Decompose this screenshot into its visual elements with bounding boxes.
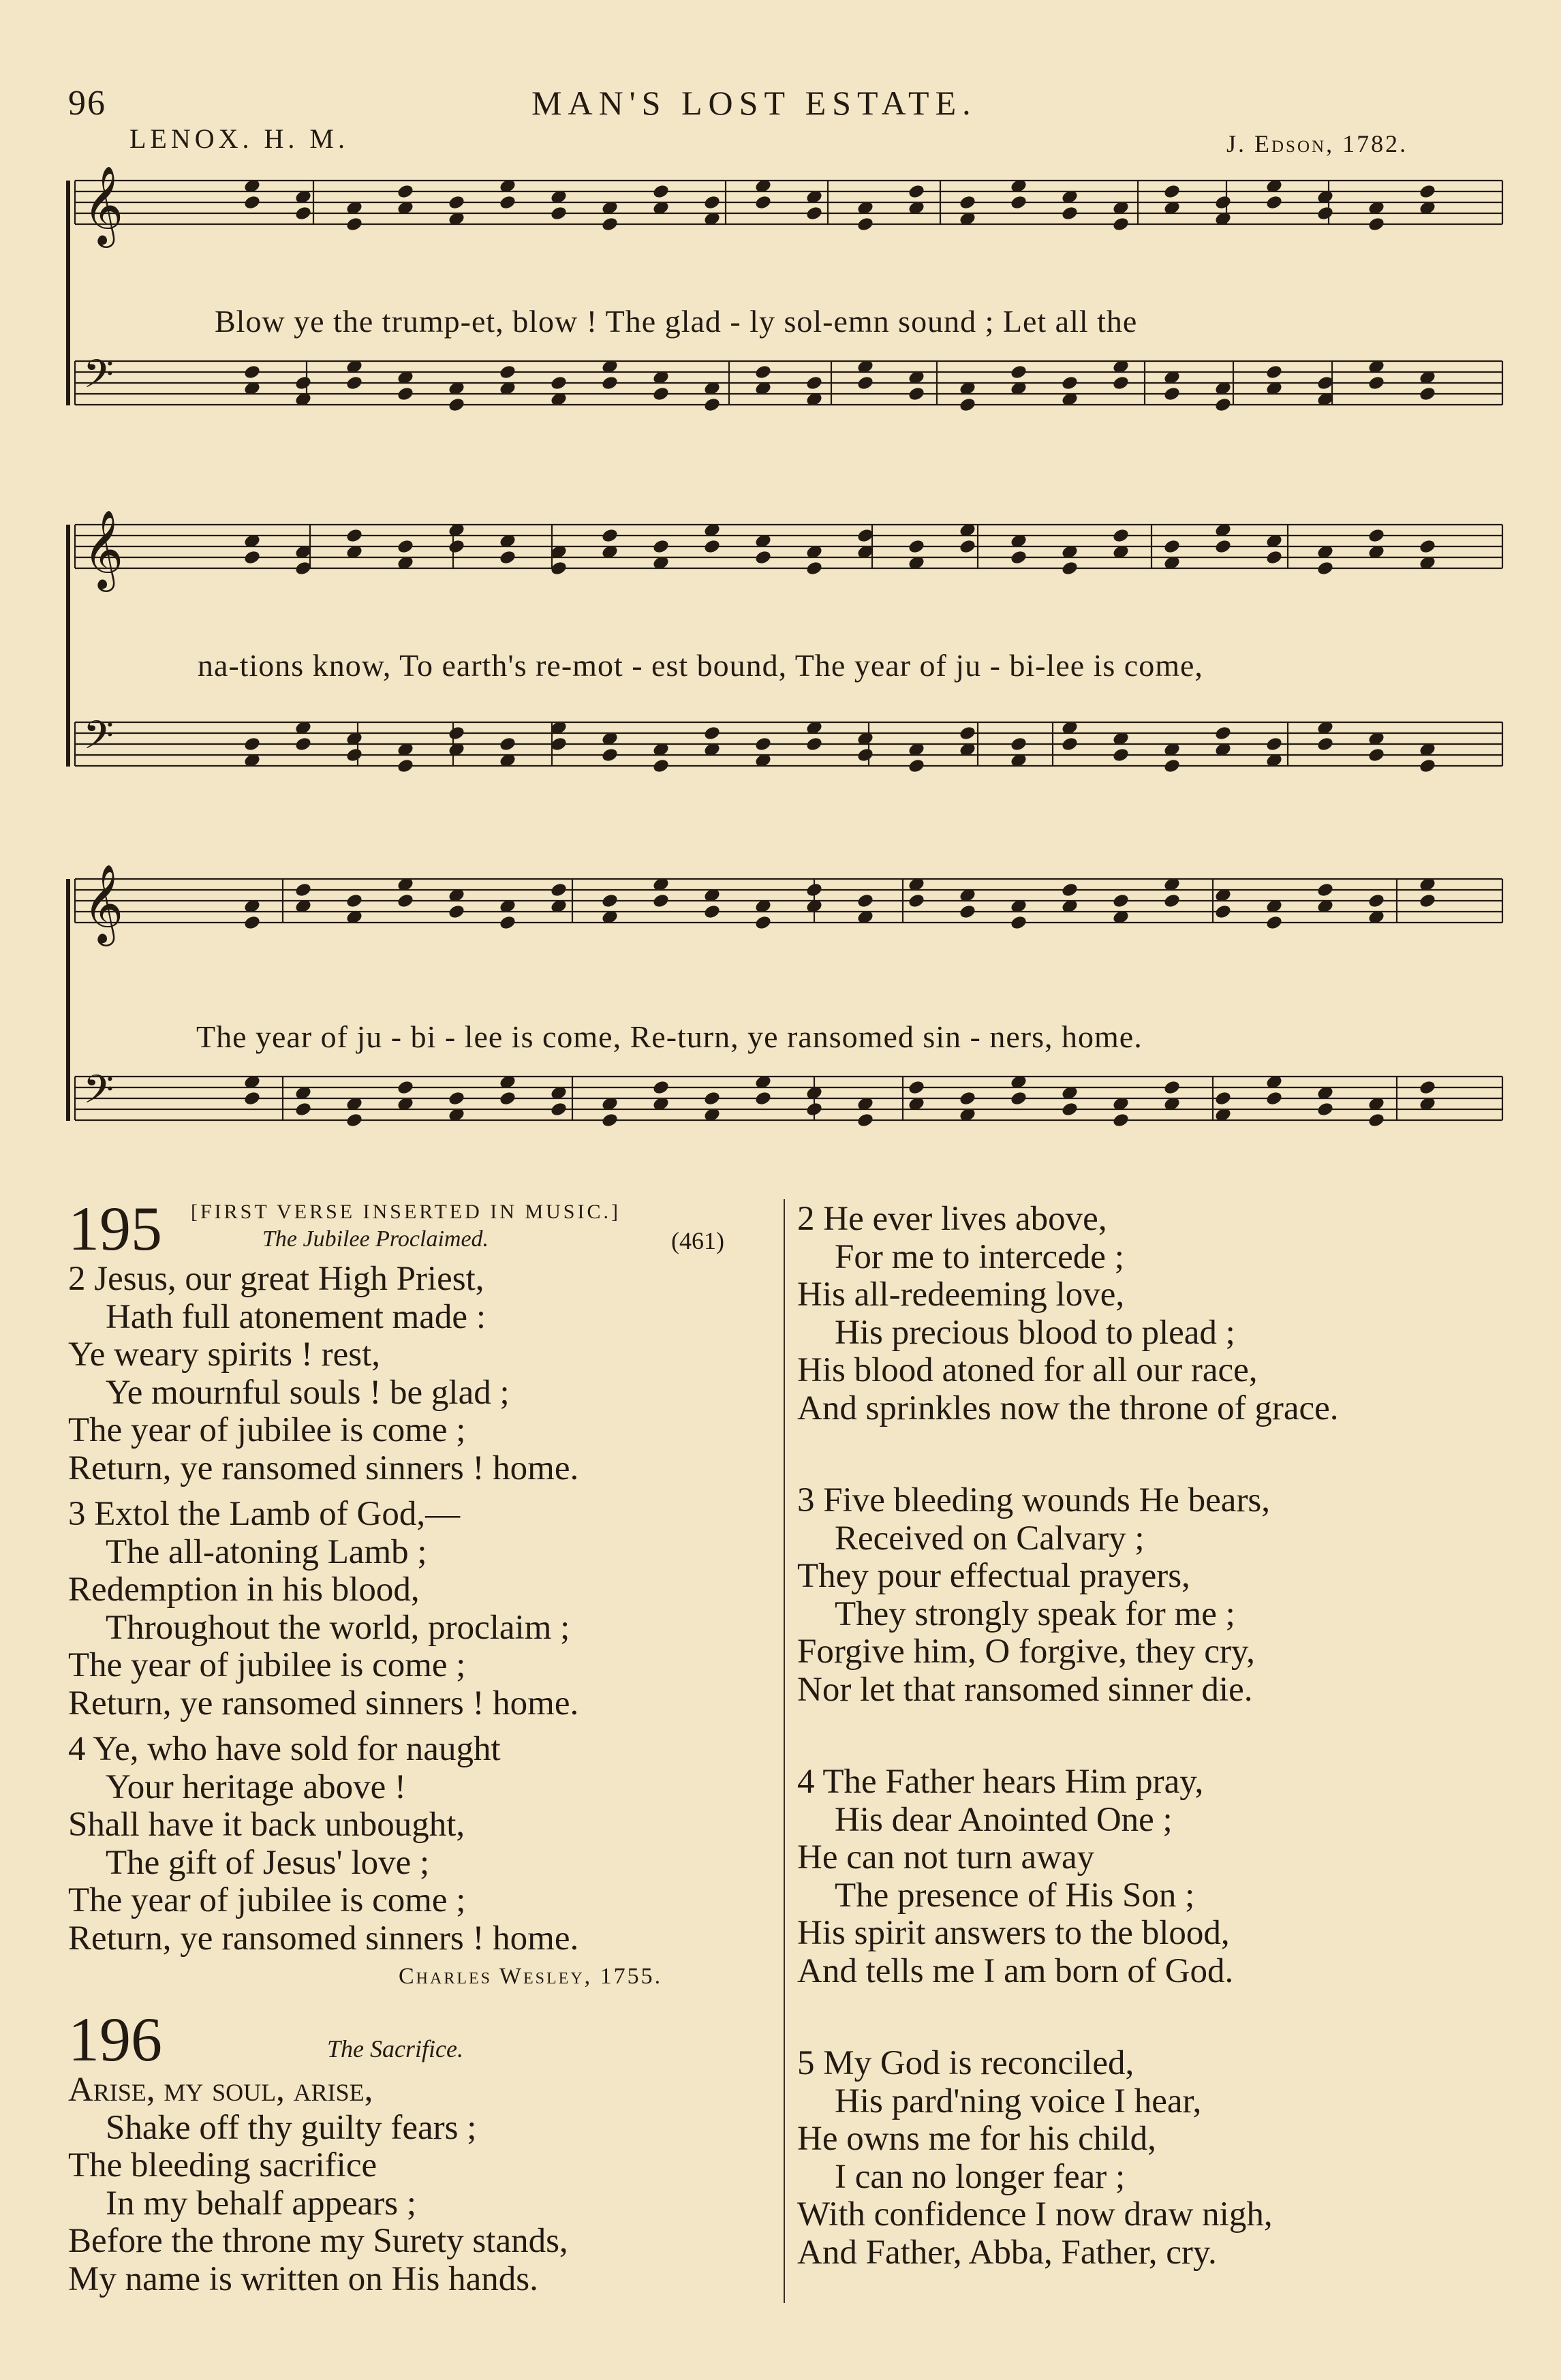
verse-line: In my behalf appears ; [106, 2184, 416, 2223]
hymn-number-195: 195 [68, 1194, 162, 1263]
note-head [805, 736, 824, 752]
verse-line: 5 My God is reconciled, [797, 2044, 1134, 2082]
note-head [908, 183, 926, 200]
note-head [448, 725, 466, 741]
verse-line: Ye mournful souls ! be glad ; [106, 1373, 510, 1412]
verse-line: Return, ye ransomed sinners ! home. [68, 1449, 579, 1487]
note-head [1316, 882, 1335, 898]
verse-5-right [797, 2045, 1339, 2272]
note-head [1163, 538, 1181, 555]
note-head [1163, 183, 1181, 200]
verse-line: With confidence I now draw nigh, [797, 2195, 1273, 2234]
verse-line: 2 Jesus, our great High Priest, [68, 1260, 484, 1298]
note-head [448, 538, 466, 555]
note-head [1214, 538, 1233, 555]
note-head [1163, 893, 1181, 909]
page-number: 96 [68, 84, 106, 123]
note-head [1419, 183, 1437, 200]
verse-line: The year of jubilee is come ; [68, 1881, 466, 1919]
note-head [1163, 386, 1181, 402]
note-head [1112, 747, 1130, 763]
note-head [397, 538, 415, 555]
note-head [294, 375, 313, 391]
note-head [1316, 560, 1335, 576]
verse-line: And sprinkles now the throne of grace. [797, 1389, 1339, 1427]
note-head [1214, 725, 1233, 741]
note-head [1367, 216, 1386, 232]
verse-4-right [797, 1763, 1339, 1990]
note-head [345, 1112, 364, 1128]
verse-line: 4 The Father hears Him pray, [797, 1763, 1204, 1801]
note-head [499, 364, 517, 380]
note-head [1010, 364, 1028, 380]
verse-line: He can not turn away [797, 1838, 1095, 1876]
note-head [703, 903, 722, 920]
lyrics-line-3: The year of ju - bi - lee is come, Re-turn, ye ransomed sin - ners, home. [196, 1019, 1143, 1054]
note-head [550, 205, 568, 221]
verse-line: Return, ye ransomed sinners ! home. [68, 1684, 579, 1722]
note-head [1265, 736, 1284, 752]
verse-2 [68, 1261, 578, 1487]
note-head [601, 527, 619, 544]
hymn-195-note: [FIRST VERSE INSERTED IN MUSIC.] [191, 1201, 621, 1223]
note-head [550, 882, 568, 898]
verse-line: His precious blood to plead ; [835, 1313, 1235, 1352]
verse-line: His all-redeeming love, [797, 1276, 1125, 1314]
note-head [908, 893, 926, 909]
note-head [805, 375, 824, 391]
verse-line: And tells me I am born of God. [797, 1951, 1234, 1990]
bass-clef: 𝄢 [83, 712, 114, 768]
note-head [856, 747, 875, 763]
note-head [243, 914, 262, 931]
bass-clef: 𝄢 [83, 1066, 114, 1122]
note-head [856, 216, 875, 232]
note-head [908, 758, 926, 774]
verse-line: Hath full atonement made : [106, 1297, 486, 1336]
note-head [652, 538, 670, 555]
verse-line: The all-atoning Lamb ; [106, 1532, 427, 1571]
hymn-number-196: 196 [68, 2005, 162, 2074]
verse-3-right [797, 1482, 1339, 1709]
note-head [397, 1079, 415, 1096]
note-head [601, 1112, 619, 1128]
note-head [1367, 375, 1386, 391]
note-head [652, 893, 670, 909]
note-head [294, 736, 313, 752]
treble-clef: 𝄞 [83, 165, 124, 245]
verse-line: His blood atoned for all our race, [797, 1351, 1258, 1389]
verse-line: Throughout the world, proclaim ; [106, 1608, 570, 1647]
note-head [243, 364, 262, 380]
note-head [805, 1101, 824, 1117]
verse-line: 3 Extol the Lamb of God,— [68, 1495, 461, 1533]
note-head [1061, 1101, 1079, 1117]
verse-line: I can no longer fear ; [835, 2157, 1126, 2196]
note-head [1265, 549, 1284, 566]
verse-line: Redemption in his blood, [68, 1571, 420, 1609]
note-head [1367, 893, 1386, 909]
verse-line: 4 Ye, who have sold for naught [68, 1730, 501, 1768]
note-head [1419, 758, 1437, 774]
verse-line: Received on Calvary ; [835, 1519, 1145, 1558]
note-head [754, 914, 773, 931]
note-head [601, 893, 619, 909]
note-head [1214, 903, 1233, 920]
verse-line: His spirit answers to the blood, [797, 1914, 1230, 1952]
note-head [703, 194, 722, 211]
verse-line: Nor let that ransomed sinner die. [797, 1670, 1253, 1709]
note-head [856, 1112, 875, 1128]
hymn-195-subtitle: The Jubilee Proclaimed. [262, 1226, 489, 1252]
note-head [703, 538, 722, 555]
note-head [243, 1090, 262, 1107]
note-head [550, 1101, 568, 1117]
verse-line: Arise, my soul, arise, [68, 2071, 373, 2109]
note-head [345, 747, 364, 763]
note-head [397, 183, 415, 200]
note-head [1061, 375, 1079, 391]
note-head [805, 560, 824, 576]
note-head [1214, 194, 1233, 211]
note-head [1265, 1090, 1284, 1107]
note-head [1112, 1112, 1130, 1128]
bass-clef: 𝄢 [83, 351, 114, 407]
verse-line: His dear Anointed One ; [835, 1800, 1173, 1839]
note-head [959, 194, 977, 211]
note-head [448, 903, 466, 920]
verse-line: The gift of Jesus' love ; [106, 1843, 430, 1882]
note-head [1419, 893, 1437, 909]
note-head [1163, 758, 1181, 774]
note-head [243, 736, 262, 752]
note-head [652, 758, 670, 774]
note-head [601, 216, 619, 232]
note-head [1367, 747, 1386, 763]
treble-clef: 𝄞 [83, 509, 124, 589]
note-head [1163, 1079, 1181, 1096]
note-head [243, 549, 262, 566]
verse-line: Before the throne my Surety stands, [68, 2222, 568, 2260]
note-head [397, 386, 415, 402]
verse-2-right [797, 1201, 1339, 1427]
note-head [1419, 386, 1437, 402]
verse-line: Ye weary spirits ! rest, [68, 1335, 381, 1374]
hymn-195-verses-right [797, 1201, 1339, 2272]
note-head [448, 194, 466, 211]
verse-line: Shake off thy guilty fears ; [106, 2108, 477, 2147]
verse-3 [68, 1496, 578, 1722]
note-head [1265, 364, 1284, 380]
note-head [345, 375, 364, 391]
hymn-196-verse [68, 2071, 568, 2298]
note-head [805, 882, 824, 898]
column-divider [784, 1199, 785, 2303]
note-head [448, 397, 466, 413]
note-head [499, 194, 517, 211]
note-head [1316, 1101, 1335, 1117]
note-head [397, 758, 415, 774]
note-head [652, 386, 670, 402]
note-head [345, 527, 364, 544]
verse-line: Your heritage above ! [106, 1767, 406, 1806]
composer-credit: J. Edson, 1782. [1226, 130, 1408, 157]
note-head [499, 1090, 517, 1107]
note-head [908, 538, 926, 555]
verse-line: My name is written on His hands. [68, 2259, 538, 2298]
note-head [908, 386, 926, 402]
note-head [1010, 736, 1028, 752]
note-head [1010, 1090, 1028, 1107]
verse-line: Shall have it back unbought, [68, 1806, 465, 1844]
note-head [1112, 375, 1130, 391]
note-head [703, 1090, 722, 1107]
note-head [601, 747, 619, 763]
note-head [959, 538, 977, 555]
note-head [1010, 914, 1028, 931]
note-head [754, 549, 773, 566]
section-title: MAN'S LOST ESTATE. [531, 84, 977, 122]
note-head [754, 194, 773, 211]
note-head [499, 736, 517, 752]
lyrics-line-2: na-tions know, To earth's re-mot - est bound, The year of ju - bi-lee is come, [198, 648, 1203, 683]
note-head [1112, 893, 1130, 909]
verse-4 [68, 1731, 578, 1958]
note-head [448, 1090, 466, 1107]
note-head [652, 1079, 670, 1096]
note-head [805, 205, 824, 221]
verse-line: The presence of His Son ; [835, 1876, 1195, 1915]
note-head [959, 1090, 977, 1107]
verse-line: The year of jubilee is come ; [68, 1411, 466, 1449]
note-head [1112, 216, 1130, 232]
verse-line: For me to intercede ; [835, 1237, 1124, 1276]
note-head [1316, 205, 1335, 221]
verse-line: Forgive him, O forgive, they cry, [797, 1633, 1255, 1671]
verse-line: He owns me for his child, [797, 2120, 1156, 2158]
note-head [959, 397, 977, 413]
note-head [754, 736, 773, 752]
note-head [1010, 549, 1028, 566]
note-head [294, 882, 313, 898]
note-head [397, 893, 415, 909]
verse-line: Return, ye ransomed sinners ! home. [68, 1919, 579, 1958]
note-head [1061, 560, 1079, 576]
note-head [499, 914, 517, 931]
note-head [908, 1079, 926, 1096]
note-head [243, 194, 262, 211]
note-head [1010, 194, 1028, 211]
note-head [959, 903, 977, 920]
note-head [1367, 527, 1386, 544]
note-head [1419, 538, 1437, 555]
verse-line: 2 He ever lives above, [797, 1200, 1107, 1238]
verse-line: His pard'ning voice I hear, [835, 2082, 1202, 2120]
note-head [1061, 736, 1079, 752]
note-head [345, 216, 364, 232]
verse-line: The bleeding sacrifice [68, 2146, 377, 2184]
verse-line: They pour effectual prayers, [797, 1557, 1190, 1595]
note-head [1112, 527, 1130, 544]
note-head [1316, 736, 1335, 752]
verse-line: The year of jubilee is come ; [68, 1646, 466, 1684]
note-head [703, 725, 722, 741]
note-head [856, 375, 875, 391]
verse-line: They strongly speak for me ; [835, 1594, 1235, 1633]
hymn-195-author: Charles Wesley, 1755. [399, 1964, 663, 1989]
note-head [1265, 194, 1284, 211]
hymn-195-ref: (461) [671, 1227, 724, 1254]
note-head [499, 549, 517, 566]
hymn-195-verses-left [68, 1261, 578, 1958]
verse-line: And Father, Abba, Father, cry. [797, 2233, 1217, 2272]
note-head [1214, 1090, 1233, 1107]
note-head [1367, 1112, 1386, 1128]
note-head [550, 375, 568, 391]
note-head [652, 183, 670, 200]
note-head [703, 397, 722, 413]
note-head [294, 1101, 313, 1117]
hymn-196-subtitle: The Sacrifice. [327, 2035, 463, 2062]
tune-name: LENOX. H. M. [129, 123, 349, 154]
note-head [856, 893, 875, 909]
note-head [1214, 397, 1233, 413]
note-head [1419, 1079, 1437, 1096]
note-head [754, 1090, 773, 1107]
note-head [1265, 914, 1284, 931]
treble-clef: 𝄞 [83, 863, 124, 943]
lyrics-line-1: Blow ye the trump-et, blow ! The glad - ly sol-emn sound ; Let all the [215, 304, 1138, 339]
note-head [345, 893, 364, 909]
note-head [601, 375, 619, 391]
note-head [754, 364, 773, 380]
note-head [1061, 882, 1079, 898]
note-head [1061, 205, 1079, 221]
note-head [959, 725, 977, 741]
verse-line: 3 Five bleeding wounds He bears, [797, 1481, 1271, 1519]
note-head [294, 205, 313, 221]
